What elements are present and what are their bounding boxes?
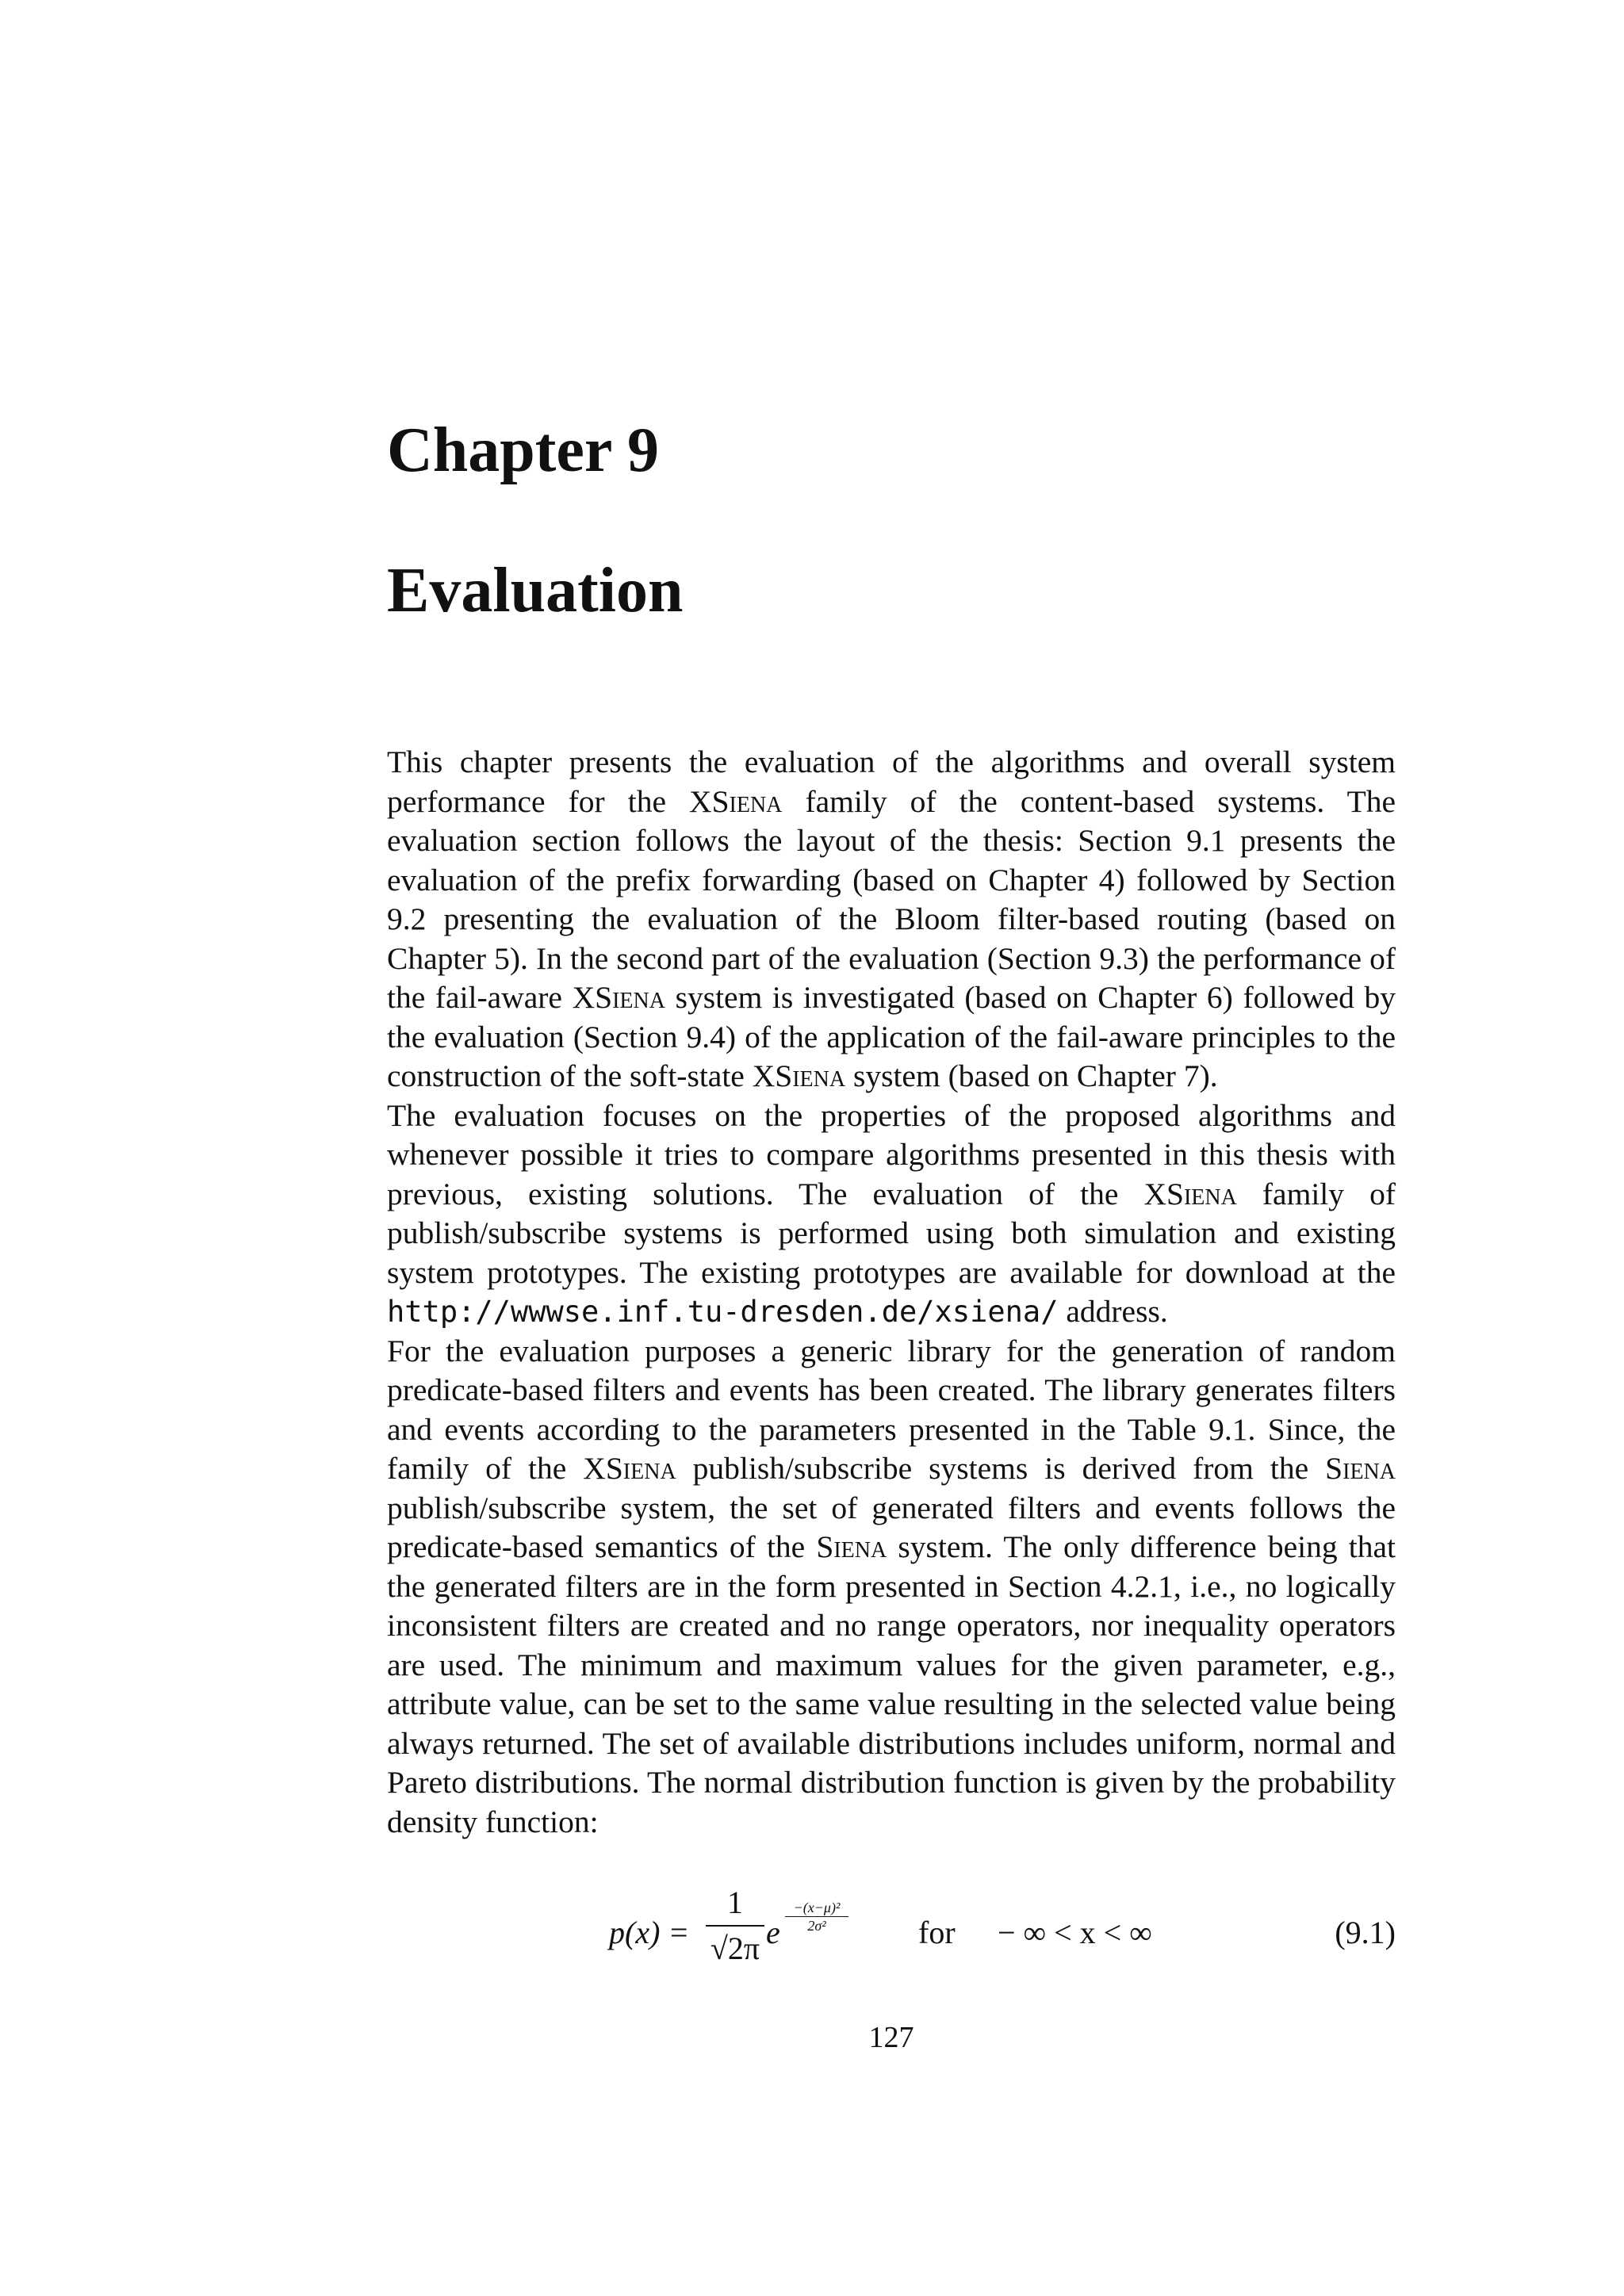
chapter-label: Chapter 9 <box>387 415 659 485</box>
exponent-numerator: −(x−μ)² <box>793 1900 841 1915</box>
text-run: system (based on Chapter 7). <box>845 1058 1218 1093</box>
siena-name: Siena <box>1166 1176 1237 1211</box>
chapter-title: Evaluation <box>387 556 684 626</box>
siena-name: Siena <box>711 783 783 819</box>
text-run: address. <box>1058 1294 1168 1329</box>
siena-name: Siena <box>1325 1451 1396 1486</box>
equation-for: for <box>918 1915 956 1950</box>
paragraph-library <box>387 1332 1396 1843</box>
body-text <box>387 743 1396 1842</box>
equation-number: (9.1) <box>1335 1915 1396 1950</box>
download-url[interactable]: http://wwwse.inf.tu-dresden.de/xsiena/ <box>387 1295 1059 1329</box>
text-run: This chapter presents the evaluation of the algorithms and overall system performance for the X <box>387 744 1396 819</box>
text-run: system is investigated (based on Chapter 6) followed by the evaluation (Section 9.4) of the application of the fail-aware principles to the construction of the soft-state X <box>387 980 1396 1093</box>
equation-denominator: √2π <box>710 1931 760 1966</box>
exponent-bar <box>785 1916 848 1917</box>
siena-name: Siena <box>595 980 665 1015</box>
equation-func: p <box>609 1915 625 1950</box>
text-run: system. The only difference being that the generated filters are in the form presented in Section 4.2.1, i.e., no logically inconsistent filters are created and no range operators, nor inequality operators are used. The minimum and maximum values for the given parameter, e.g., attribute value, can be set to the same value resulting in the selected value being always returned. The set of available distributions includes uniform, normal and Pareto distributions. The normal distribution function is given by the probability density function: <box>387 1529 1396 1839</box>
paragraph-intro <box>387 743 1396 1096</box>
siena-name: Siena <box>605 1451 676 1486</box>
equation-exponent <box>785 1900 848 1934</box>
exponent-denominator: 2σ² <box>807 1918 826 1934</box>
paragraph-focus <box>387 1096 1396 1332</box>
text-run: family of the content-based systems. The evaluation section follows the layout of the thesis: Section 9.1 presents the evaluation of the prefix forwarding (based on Chapter 4) followed by Section 9.2 presenting the evaluation of the Bloom filter-based routing (based on Chapter 5). In the second part of the evaluation (Section 9.3) the performance of the fail-aware X <box>387 783 1396 1015</box>
equation-base: e <box>766 1915 780 1950</box>
equation-arg: (x) = <box>625 1915 690 1950</box>
equation-numerator: 1 <box>727 1885 743 1920</box>
text-run: family of publish/subscribe systems is performed using both simulation and existing system prototypes. The existing prototypes are available for download at the <box>387 1176 1396 1290</box>
fraction-bar <box>706 1925 764 1927</box>
equation-fraction <box>706 1885 764 1968</box>
text-run: publish/subscribe system, the set of generated filters and events follows the predicate-based semantics of the <box>387 1490 1396 1564</box>
equation-lhs <box>609 1914 689 1951</box>
siena-name: Siena <box>816 1529 887 1564</box>
siena-name: Siena <box>775 1058 846 1093</box>
equation-range: − ∞ < x < ∞ <box>998 1915 1152 1950</box>
text-run: publish/subscribe systems is derived from the <box>676 1451 1326 1486</box>
page-number: 127 <box>868 2021 914 2054</box>
text-run: The evaluation focuses on the properties of the proposed algorithms and whenever possible it tries to compare algorithms presented in this thesis with previous, existing solutions. The evaluation of the X <box>387 1097 1396 1211</box>
text-run: For the evaluation purposes a generic library for the generation of random predicate-based filters and events has been created. The library generates filters and events according to the parameters presented in the Table 9.1. Since, the family of the X <box>387 1333 1396 1486</box>
equation-9-1 <box>387 1885 1396 1988</box>
